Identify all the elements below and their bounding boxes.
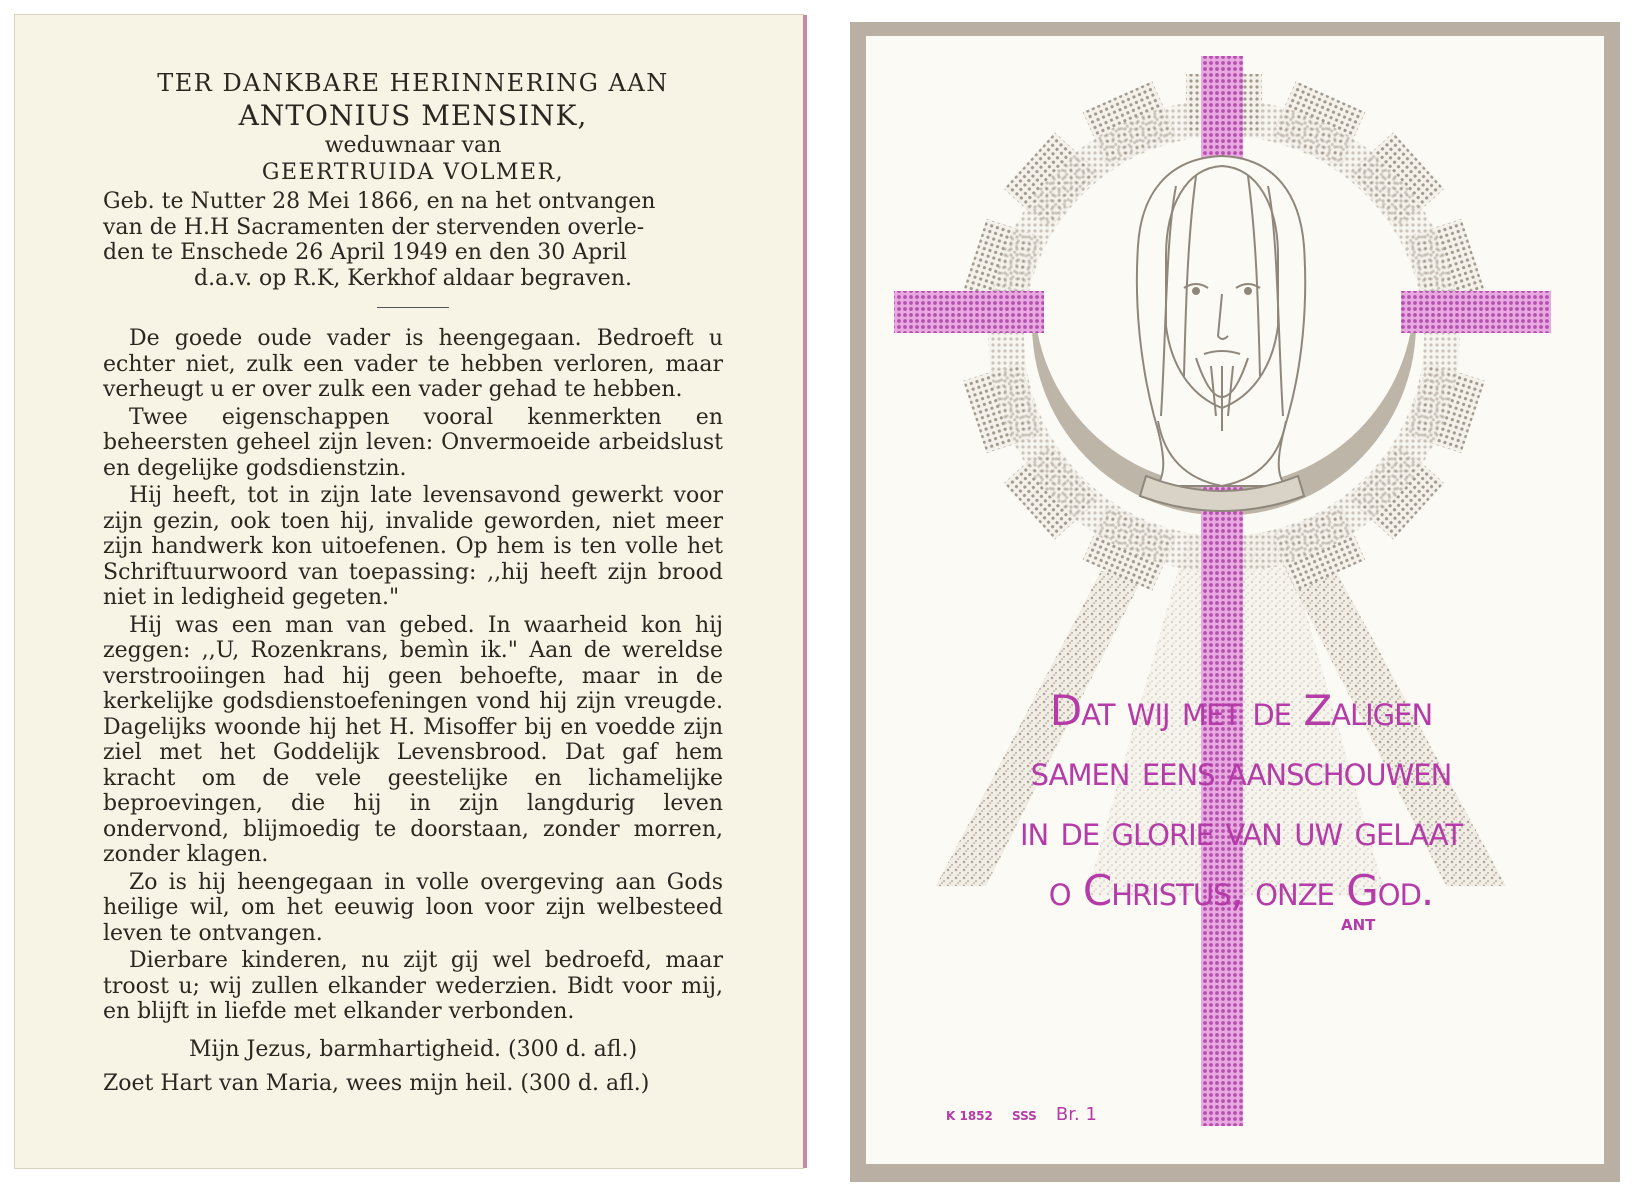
artist-signature: ANT bbox=[1341, 916, 1376, 934]
bio-line: Geb. te Nutter 28 Mei 1866, en na het ontvangen bbox=[103, 189, 656, 214]
christ-halo-illustration bbox=[866, 36, 1604, 1164]
paragraph: De goede oude vader is heengegaan. Bedroeft u echter niet, zulk een vader te hebben verloren, maar verheugt u er over zulk een vader gehad te hebben. bbox=[103, 326, 723, 402]
paragraph: Dierbare kinderen, nu zijt gij wel bedroefd, maar troost u; wij zullen elkander wederzien. Bidt voor mij, en blijft in liefde met elkander verbonden. bbox=[103, 948, 723, 1024]
cross-arm-left bbox=[894, 291, 1044, 333]
verse-line: in de glorie van uw gelaat bbox=[1019, 806, 1463, 855]
bio-line: d.a.v. op R.K, Kerkhof aldaar begraven. bbox=[194, 265, 632, 291]
verse-line: Dat wij met de Zaligen bbox=[1049, 686, 1433, 735]
christ-face bbox=[1137, 156, 1305, 511]
spouse-name: GEERTRUIDA VOLMER, bbox=[261, 160, 565, 185]
prayer-line: Mijn Jezus, barmhartigheid. (300 d. afl.) bbox=[188, 1036, 638, 1062]
image-panel bbox=[866, 36, 1604, 1164]
card-edge bbox=[803, 15, 807, 1168]
relation-label: weduwnaar van bbox=[324, 133, 502, 158]
devotional-image-card bbox=[850, 22, 1620, 1182]
printer-logo: SSS bbox=[1011, 1109, 1037, 1123]
prayer-line: Zoet Hart van Maria, wees mijn heil. (300 d. afl.) bbox=[103, 1070, 650, 1096]
bio-line: van de H.H Sacramenten der stervenden overle- bbox=[103, 214, 645, 240]
verse-line: samen eens aanschouwen bbox=[1030, 746, 1452, 795]
printer-code: K 1852 bbox=[946, 1109, 993, 1123]
paragraph: Twee eigenschappen vooral kenmerkten en beheersten geheel zijn leven: Onvermoeide arbeidslust en degelijke godsdienstzin. bbox=[103, 404, 723, 481]
verse-text bbox=[976, 681, 1506, 921]
printer-mark bbox=[946, 1104, 1111, 1125]
divider bbox=[377, 307, 449, 308]
bio-block bbox=[103, 189, 723, 291]
bio-line: den te Enschede 26 April 1949 en den 30 April bbox=[103, 240, 627, 265]
verse-line: o Christus, onze God. bbox=[1048, 866, 1434, 915]
series-number: Br. 1 bbox=[1055, 1104, 1097, 1125]
paragraph: Zo is hij heengegaan in volle overgeving aan Gods heilige wil, om het eeuwig loon voor zijn welbesteed leven te ontvangen. bbox=[103, 869, 723, 946]
memorial-text bbox=[103, 67, 723, 1101]
card-heading: TER DANKBARE HERINNERING AAN bbox=[157, 69, 669, 97]
memorial-text-card bbox=[14, 14, 804, 1169]
deceased-name: ANTONIUS MENSINK, bbox=[238, 99, 588, 132]
paragraph: Hij heeft, tot in zijn late levensavond gewerkt voor zijn gezin, ook toen hij, invalide geworden, niet meer zijn handwerk kon uitoefenen. Op hem is ten volle het Schriftuurwoord van toepassing: ,,hij heeft zijn brood niet in ledigheid gegeten." bbox=[103, 483, 723, 610]
cross-arm-right bbox=[1401, 291, 1551, 333]
paragraph: Hij was een man van gebed. In waarheid kon hij zeggen: ,,U, Rozenkrans, bemìn ik." Aan de wereldse verstrooiingen had hij geen behoefte, maar in de kerkelijke godsdienstoefeningen vond hij zijn vreugde. Dagelijks woonde hij het H. Misoffer bij en voedde zijn ziel met het Goddelijk Levensbrood. Dat gaf hem kracht om de vele geestelijke en lichamelijke beproevingen, die hij in zijn langdurig leven ondervond, blijmoedig te doorstaan, zonder morren, zonder klagen. bbox=[103, 612, 723, 867]
